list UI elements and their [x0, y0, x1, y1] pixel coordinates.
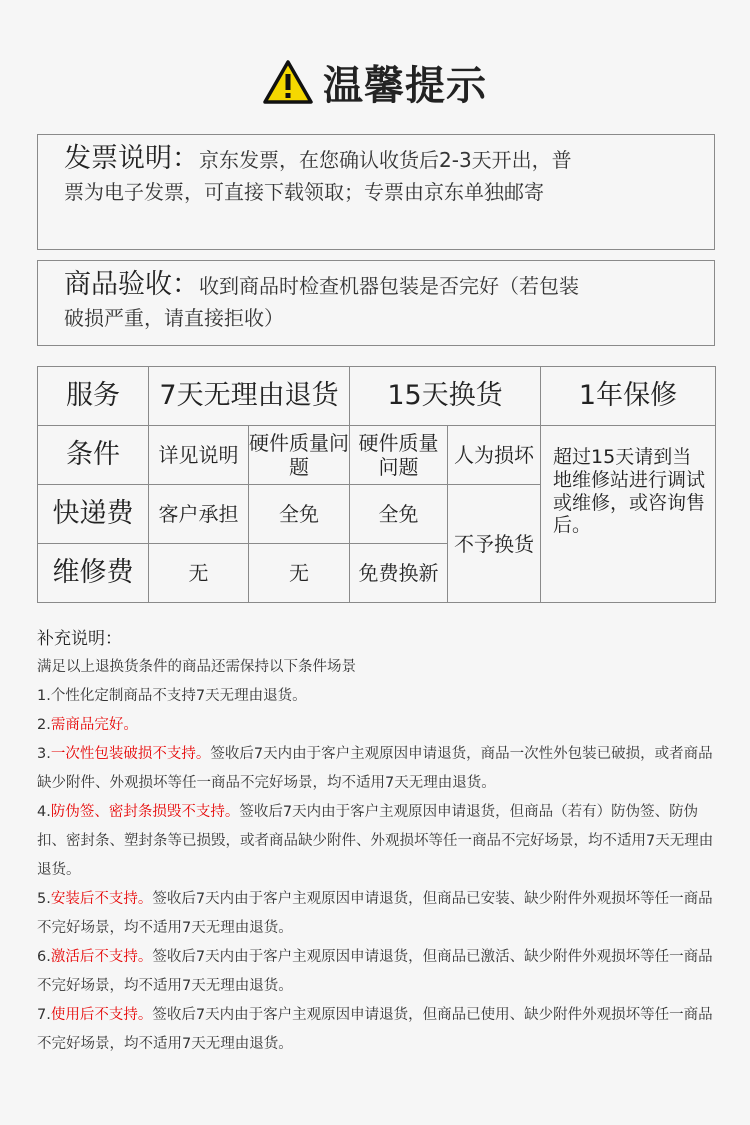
cell-condition-2: 硬件质量问题 [249, 426, 350, 485]
row-label-condition: 条件 [38, 426, 149, 485]
item-highlight: 安装后不支持。 [50, 891, 153, 907]
inspection-text-1: 收到商品时检查机器包装是否完好（若包装 [199, 274, 579, 298]
inspection-box [37, 260, 715, 346]
header-service: 服务 [38, 367, 149, 426]
invoice-line-1 [64, 143, 689, 176]
item-highlight: 一次性包装破损不支持。 [50, 746, 211, 762]
item-text: 签收后7天内由于客户主观原因申请退货，但商品已使用、缺少附件外观损坏等任一商品不完好场景，均不适用7天无理由退货。 [37, 1007, 713, 1052]
cell-shipping-1: 客户承担 [149, 485, 249, 544]
item-highlight: 需商品完好。 [50, 717, 138, 733]
header-7day-return: 7天无理由退货 [149, 367, 350, 426]
title-text: 温馨提示 [323, 62, 487, 109]
list-item [37, 943, 727, 1001]
inspection-label: 商品验收： [64, 269, 199, 300]
cell-condition-4: 人为损坏 [448, 426, 541, 485]
list-item [37, 798, 727, 885]
page-title [0, 52, 750, 112]
header-15day-exchange: 15天换货 [350, 367, 541, 426]
item-highlight: 使用后不支持。 [50, 1007, 153, 1023]
item-text: 签收后7天内由于客户主观原因申请退货，但商品已安装、缺少附件外观损坏等任一商品不完好场景，均不适用7天无理由退货。 [37, 891, 713, 936]
list-item [37, 885, 727, 943]
item-number: 4. [37, 804, 51, 820]
cell-no-exchange: 不予换货 [448, 485, 541, 603]
header-1year-warranty: 1年保修 [541, 367, 716, 426]
service-table [37, 366, 716, 603]
item-highlight: 防伪签、密封条损毁不支持。 [50, 804, 240, 820]
supplement-section [37, 628, 727, 1059]
list-item [37, 1001, 727, 1059]
item-text: 个性化定制商品不支持7天无理由退货。 [50, 688, 307, 704]
cell-repair-2: 无 [249, 544, 350, 603]
cell-shipping-3: 全免 [350, 485, 448, 544]
inspection-text-2: 破损严重，请直接拒收） [64, 306, 284, 330]
item-number: 1. [37, 688, 51, 704]
supplement-intro: 满足以上退换货条件的商品还需保持以下条件场景 [37, 659, 356, 675]
row-label-repair: 维修费 [38, 544, 149, 603]
item-number: 3. [37, 746, 51, 762]
supplement-title: 补充说明： [37, 629, 122, 649]
row-label-shipping: 快递费 [38, 485, 149, 544]
item-highlight: 激活后不支持。 [50, 949, 153, 965]
list-item [37, 682, 727, 711]
invoice-text-2: 票为电子发票，可直接下载领取；专票由京东单独邮寄 [64, 180, 544, 204]
table-row-condition [38, 426, 716, 485]
item-number: 6. [37, 949, 51, 965]
table-header-row [38, 367, 716, 426]
item-number: 2. [37, 717, 51, 733]
list-item [37, 740, 727, 798]
list-item [37, 711, 727, 740]
warranty-note: 超过15天请到当地维修站进行调试或维修，或咨询售后。 [541, 426, 716, 603]
inspection-line-1 [64, 269, 689, 302]
cell-condition-1: 详见说明 [149, 426, 249, 485]
invoice-text-1: 京东发票，在您确认收货后2-3天开出，普 [199, 148, 572, 172]
item-text: 签收后7天内由于客户主观原因申请退货，但商品已激活、缺少附件外观损坏等任一商品不完好场景，均不适用7天无理由退货。 [37, 949, 713, 994]
cell-repair-3: 免费换新 [350, 544, 448, 603]
cell-repair-1: 无 [149, 544, 249, 603]
invoice-box [37, 134, 715, 250]
item-number: 7. [37, 1007, 51, 1023]
cell-shipping-2: 全免 [249, 485, 350, 544]
cell-condition-3: 硬件质量问题 [350, 426, 448, 485]
warning-icon [263, 60, 313, 104]
invoice-label: 发票说明： [64, 143, 199, 174]
item-text: 签收后7天内由于客户主观原因申请退货，商品一次性外包装已破损，或者商品缺少附件、外观损坏等任一商品不完好场景，均不适用7天无理由退货。 [37, 746, 713, 791]
item-text: 签收后7天内由于客户主观原因申请退货，但商品（若有）防伪签、防伪扣、密封条、塑封条等已损毁，或者商品缺少附件、外观损坏等任一商品不完好场景，均不适用7天无理由退货。 [37, 804, 714, 878]
item-number: 5. [37, 891, 51, 907]
